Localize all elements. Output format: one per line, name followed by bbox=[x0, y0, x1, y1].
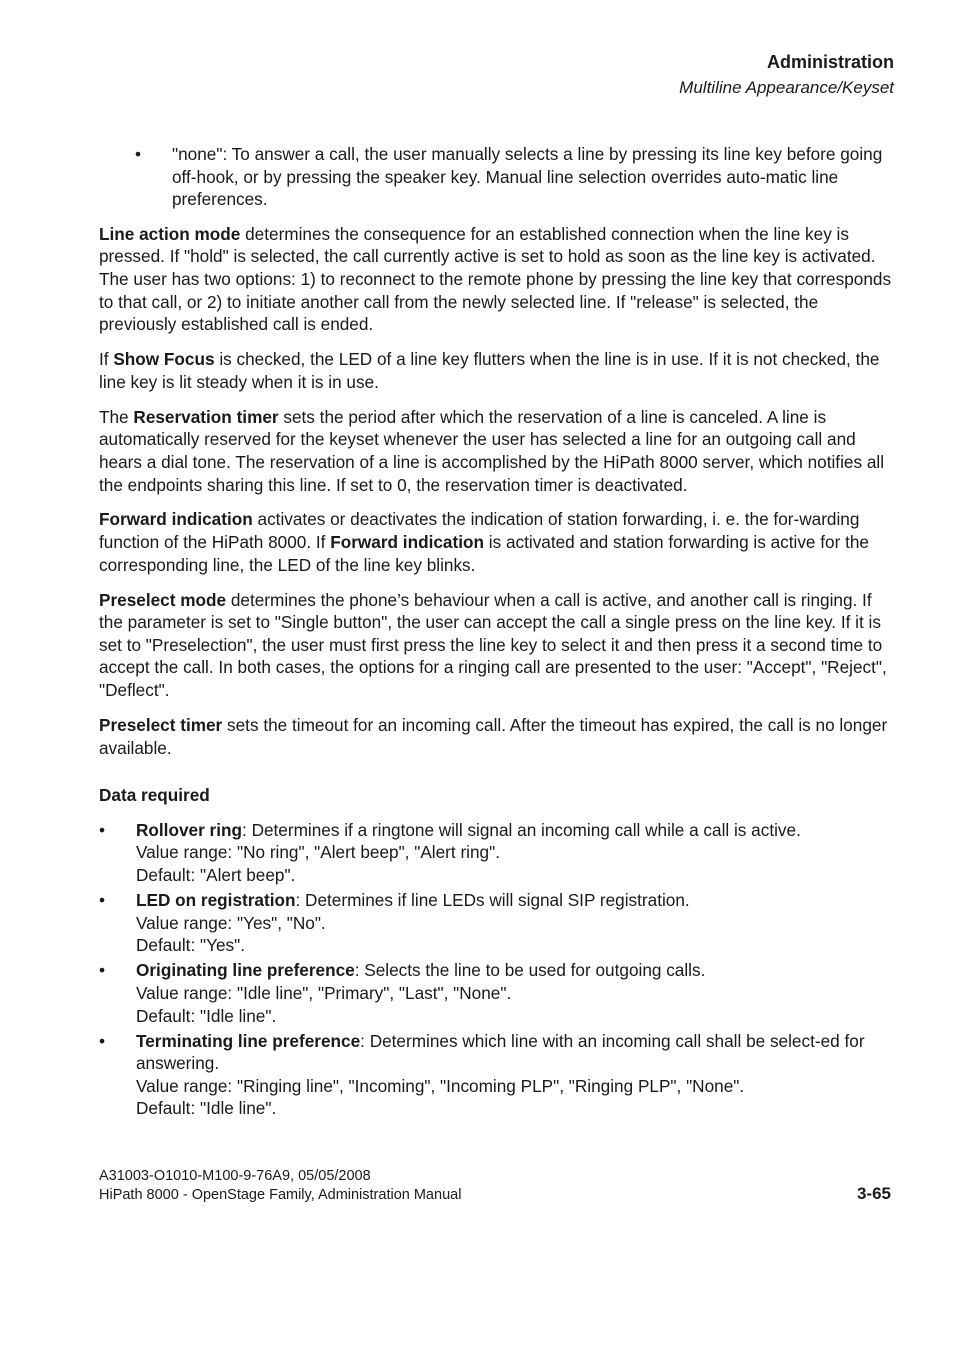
bullet-marker: • bbox=[99, 960, 106, 981]
paragraph-reservation-timer: The Reservation timer sets the period after which the reservation of a line is canceled. A line is automatically reserved for the keyset whenever the user has selected a line for an outgoing call and hears a dial tone. The reservation of a line is accomplished by the HiPath 8000 server, which notifies all the endpoints sharing this line. If set to 0, the reservation timer is deactivated. bbox=[99, 406, 885, 495]
paragraph-preselect-mode: Preselect mode determines the phone’s behaviour when a call is active, and another call is ringing. If the parameter is set to "Single button", the user can accept the call a single press on the line key. If it is set to "Preselection", the user must first press the line key to select it and then press it a second time to accept the call. In both cases, the options for a ringing call are presented to the user: "Accept", "Reject", "Deflect". bbox=[99, 589, 887, 701]
bullet-marker: • bbox=[99, 819, 106, 840]
page-content bbox=[99, 143, 894, 1123]
list-item: • Terminating line preference: Determines which line with an incoming call shall be select-ed for answering. Value range: "Ringing line", "Incoming", "Incoming PLP", "Ringing PLP", "None". Default: "Idle line". bbox=[99, 1030, 865, 1119]
bullet-marker: • bbox=[135, 144, 142, 164]
page-number: 3-65 bbox=[856, 1184, 891, 1203]
page-footer bbox=[99, 1167, 891, 1205]
list-item: • Rollover ring: Determines if a ringtone will signal an incoming call while a call is active. Value range: "No ring", "Alert beep", "Alert ring". Default: "Alert beep". bbox=[99, 819, 801, 885]
paragraph-preselect-timer: Preselect timer sets the timeout for an incoming call. After the timeout has expired, the call is no longer available. bbox=[99, 715, 888, 758]
term: Line action mode bbox=[99, 223, 241, 244]
header-subtitle: Multiline Appearance/Keyset bbox=[679, 78, 894, 97]
footer-doc-id: A31003-O1010-M100-9-76A9, 05/05/2008 bbox=[99, 1168, 371, 1184]
data-required-list bbox=[99, 819, 894, 1120]
page-header bbox=[679, 50, 894, 100]
header-title: Administration bbox=[766, 52, 894, 72]
paragraph-line-action-mode: Line action mode determines the consequence for an established connection when the line key is pressed. If "hold" is selected, the call currently active is set to hold as soon as the line key is activated. The user has two options: 1) to reconnect to the remote phone by pressing the line key that corresponds to that call, or 2) to initiate another call from the newly selected line. If "release" is selected, the previously established call is ended. bbox=[99, 223, 892, 335]
footer-manual-title: HiPath 8000 - OpenStage Family, Administration Manual bbox=[99, 1187, 462, 1203]
paragraph-show-focus: If Show Focus is checked, the LED of a line key flutters when the line is in use. If it is not checked, the line key is lit steady when it is in use. bbox=[99, 349, 880, 392]
term: Forward indication bbox=[99, 509, 253, 530]
term: Forward indication bbox=[330, 532, 484, 553]
list-item: • LED on registration: Determines if line LEDs will signal SIP registration. Value range: "Yes", "No". Default: "Yes". bbox=[99, 890, 690, 956]
term: Show Focus bbox=[113, 349, 215, 370]
intro-bullet-text: "none": To answer a call, the user manually selects a line by pressing its line key before going off-hook, or by pressing the speaker key. Manual line selection overrides auto-matic line preferences. bbox=[172, 144, 883, 210]
section-heading: Data required bbox=[99, 785, 210, 806]
bullet-marker: • bbox=[99, 1030, 106, 1051]
term: Reservation timer bbox=[133, 406, 279, 427]
bullet-marker: • bbox=[99, 890, 106, 911]
list-item: • Originating line preference: Selects the line to be used for outgoing calls. Value range: "Idle line", "Primary", "Last", "None". Default: "Idle line". bbox=[99, 960, 706, 1026]
term: Preselect timer bbox=[99, 715, 223, 736]
term: Preselect mode bbox=[99, 589, 227, 610]
paragraph-forward-indication: Forward indication activates or deactivates the indication of station forwarding, i. e. the for-warding function of the HiPath 8000. If Forward indication is activated and station forwarding is active for the corresponding line, the LED of the line key blinks. bbox=[99, 509, 869, 575]
intro-bullet bbox=[99, 143, 894, 211]
